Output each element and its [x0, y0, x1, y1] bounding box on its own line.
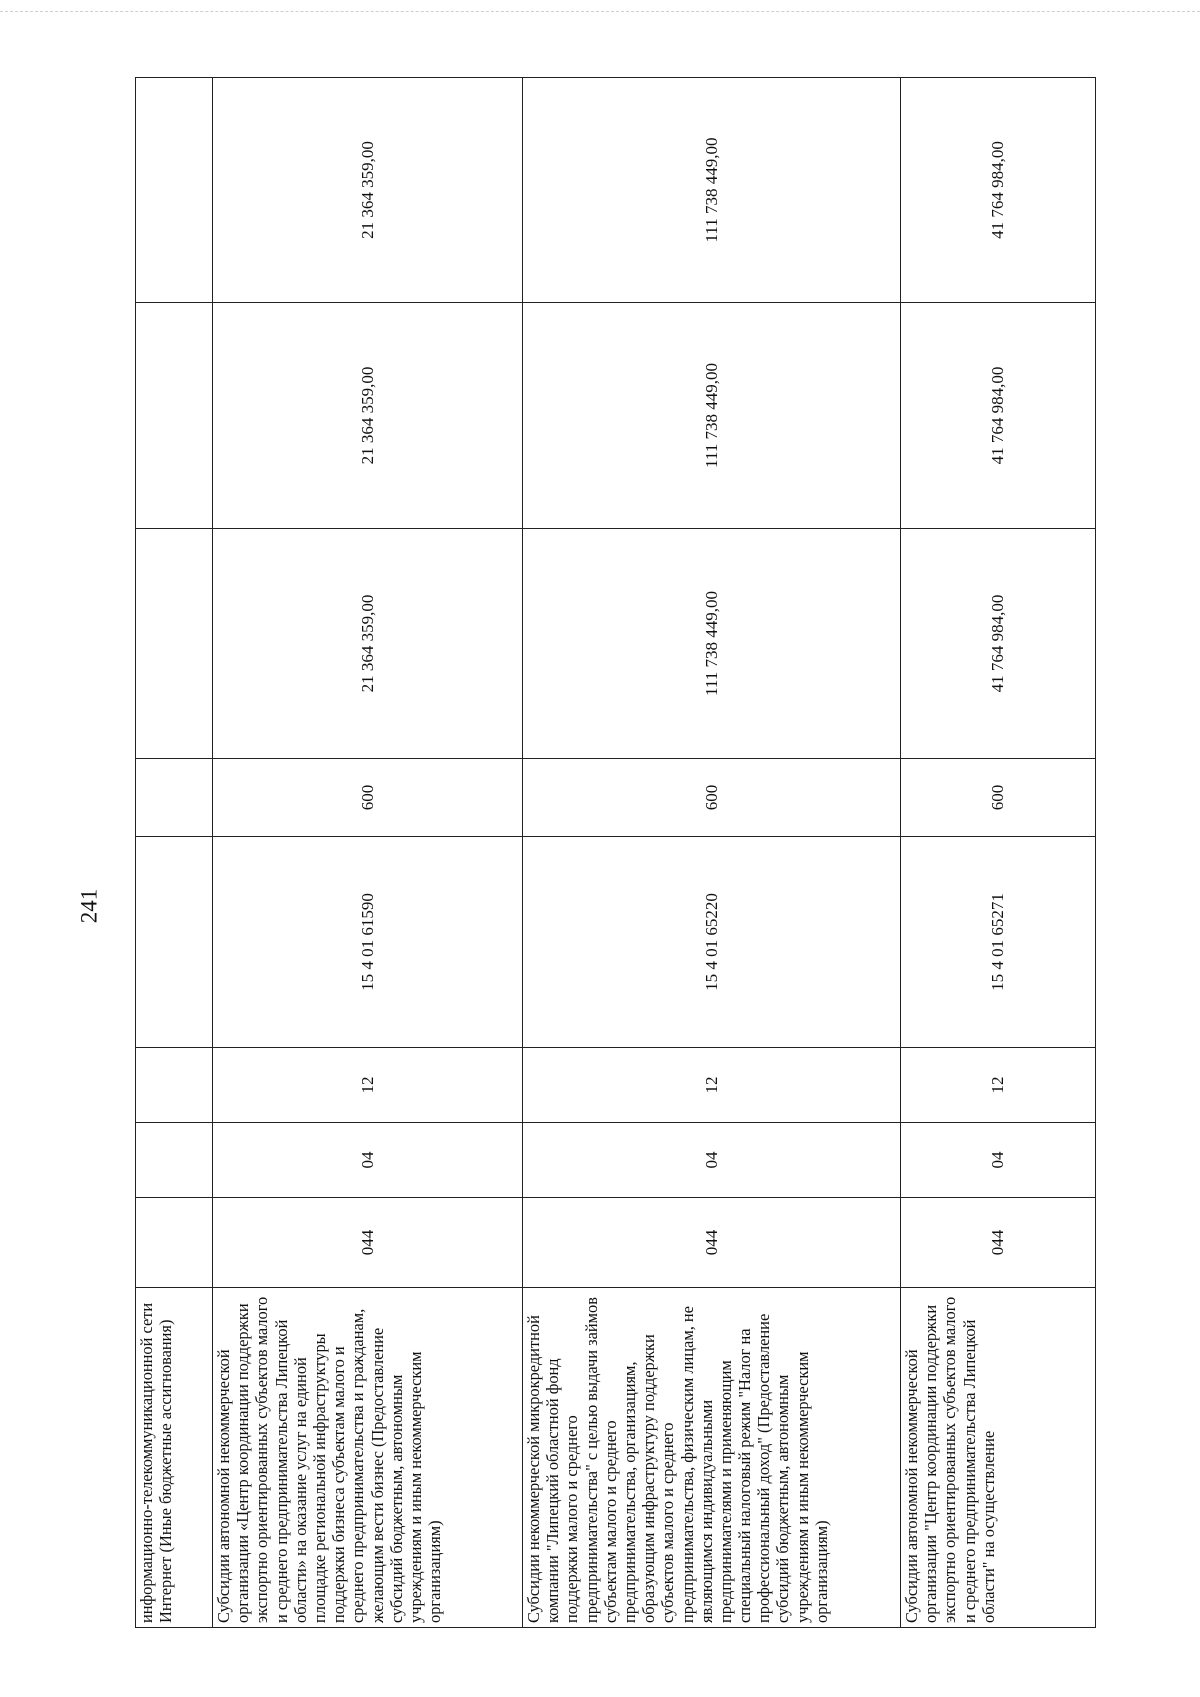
- ministry-code: 044: [901, 1198, 1096, 1288]
- section-code: 04: [901, 1123, 1096, 1198]
- scan-top-edge: [0, 11, 1200, 12]
- subsection-code: 12: [213, 1048, 523, 1123]
- row-description: информационно-телекоммуникационной сети Интернет (Иные бюджетные ассигнования): [136, 1288, 213, 1628]
- expense-type-code: [136, 759, 213, 837]
- subsection-code: 12: [523, 1048, 901, 1123]
- row-description: Субсидии некоммерческой микрокредитной компании "Липецкий областной фонд поддержки малого и среднего предпринимательства" с целью выдачи займов субъектам малого и среднего предпринимательства, организациям, образующим инфраструктуру поддержки субъектов малого и среднего предпринимательства, физическим лицам, не являющимся индивидуальными предпринимателями и применяющим специальный налоговый режим "Налог на профессиональный доход" (Предоставление субсидий бюджетным, автономным учреждениям и иным некоммерческим организациям): [523, 1288, 901, 1628]
- section-code: [136, 1123, 213, 1198]
- table-row: [213, 78, 523, 1628]
- section-code: 04: [213, 1123, 523, 1198]
- ministry-code: 044: [523, 1198, 901, 1288]
- ministry-code: [136, 1198, 213, 1288]
- table-row: [136, 78, 213, 1628]
- budget-table: [135, 77, 1096, 1628]
- target-article-code: [136, 837, 213, 1048]
- amount-year-2: [136, 303, 213, 529]
- table-row: [901, 78, 1096, 1628]
- subsection-code: [136, 1048, 213, 1123]
- amount-year-2: 41 764 984,00: [901, 303, 1096, 529]
- subsection-code: 12: [901, 1048, 1096, 1123]
- expense-type-code: 600: [213, 759, 523, 837]
- target-article-code: 15 4 01 61590: [213, 837, 523, 1048]
- amount-year-3: 21 364 359,00: [213, 78, 523, 303]
- amount-year-1: 41 764 984,00: [901, 529, 1096, 759]
- expense-type-code: 600: [523, 759, 901, 837]
- amount-year-3: 111 738 449,00: [523, 78, 901, 303]
- amount-year-2: 21 364 359,00: [213, 303, 523, 529]
- row-description: Субсидии автономной некоммерческой организации «Центр координации поддержки экспортно ориентированных субъектов малого и среднего предпринимательства Липецкой области» на оказание услуг на единой площадке региональной инфраструктуры поддержки бизнеса субъектам малого и среднего предпринимательства и гражданам, желающим вести бизнес (Предоставление субсидий бюджетным, автономным учреждениям и иным некоммерческим организациям): [213, 1288, 523, 1628]
- table-row: [523, 78, 901, 1628]
- row-description: Субсидии автономной некоммерческой организации "Центр координации поддержки экспортно ориентированных субъектов малого и среднего предпринимательства Липецкой области" на осуществление: [901, 1288, 1096, 1628]
- expense-type-code: 600: [901, 759, 1096, 837]
- target-article-code: 15 4 01 65271: [901, 837, 1096, 1048]
- ministry-code: 044: [213, 1198, 523, 1288]
- amount-year-1: [136, 529, 213, 759]
- amount-year-2: 111 738 449,00: [523, 303, 901, 529]
- amount-year-3: [136, 78, 213, 303]
- page-number: 241: [76, 888, 102, 924]
- section-code: 04: [523, 1123, 901, 1198]
- amount-year-1: 21 364 359,00: [213, 529, 523, 759]
- target-article-code: 15 4 01 65220: [523, 837, 901, 1048]
- amount-year-3: 41 764 984,00: [901, 78, 1096, 303]
- amount-year-1: 111 738 449,00: [523, 529, 901, 759]
